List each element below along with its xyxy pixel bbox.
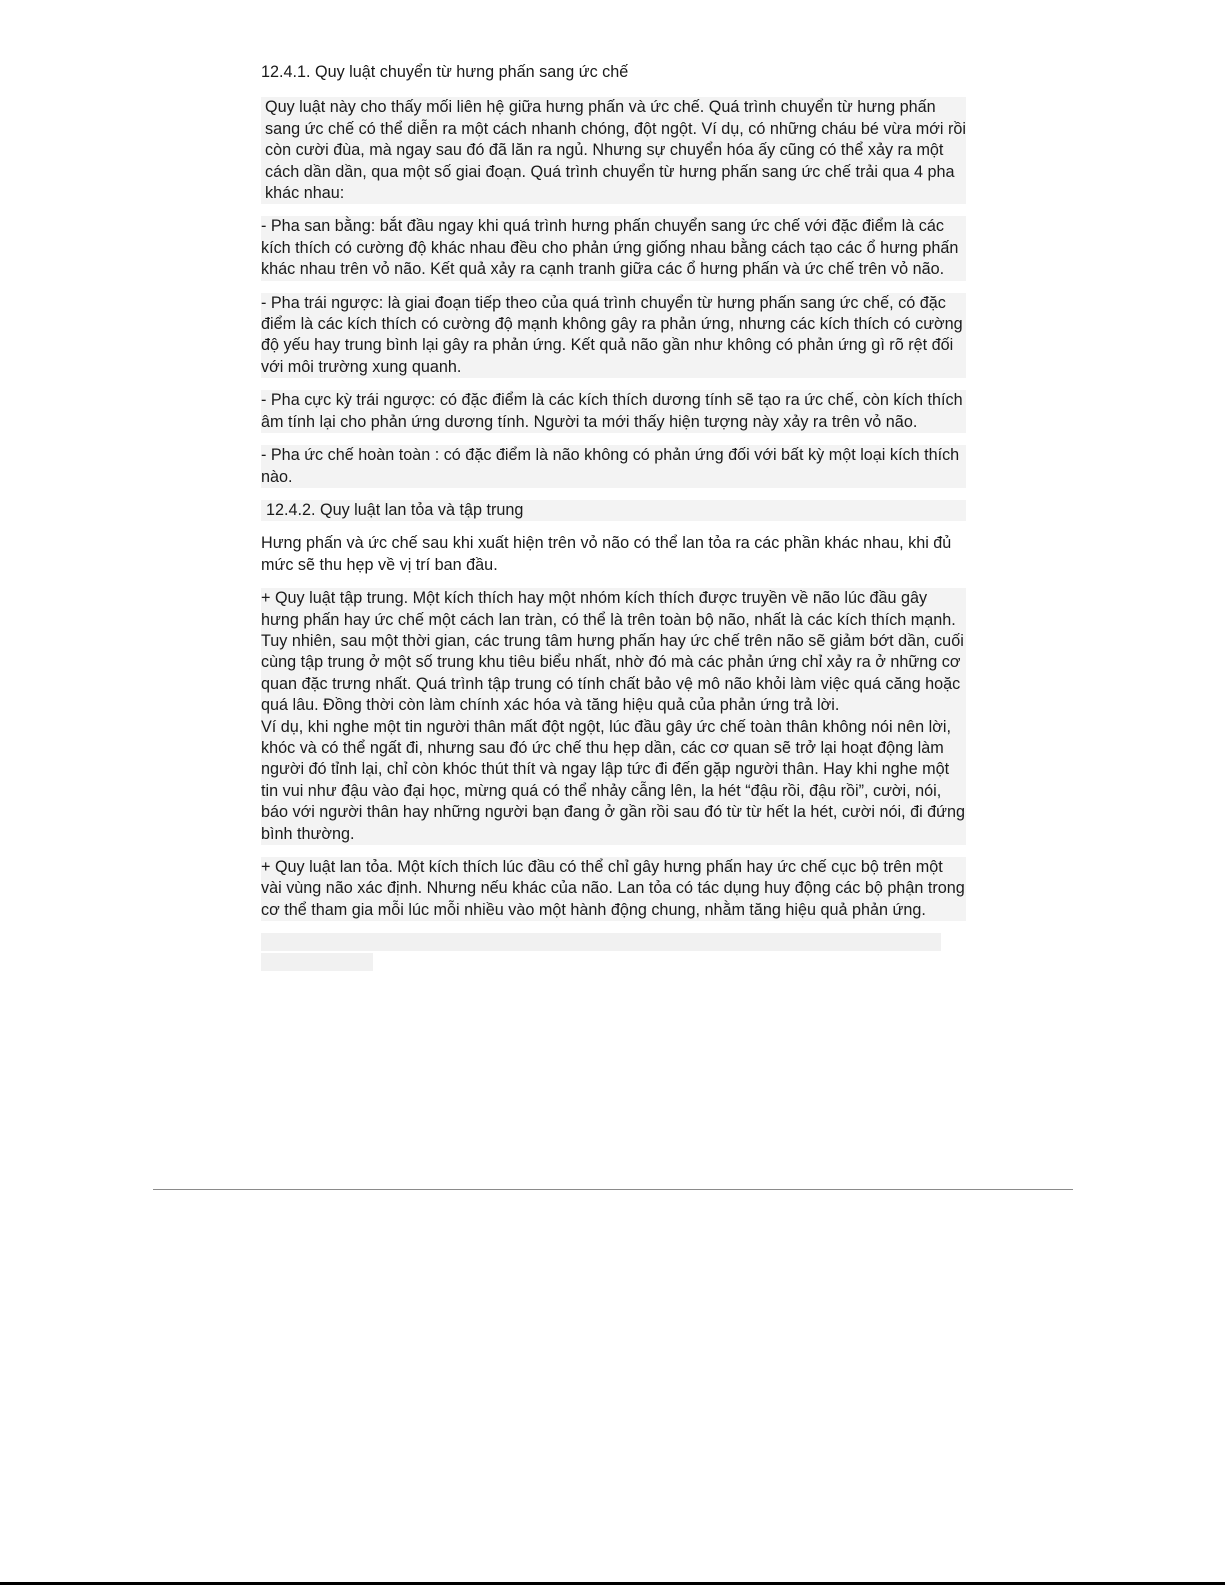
document-body — [261, 60, 966, 971]
paragraph-quy-luat-lan-toa: + Quy luật lan tỏa. Một kích thích lúc đầu có thể chỉ gây hưng phấn hay ức chế cục bộ trên một vài vùng não xác định. Nhưng nếu khác của não. Lan tỏa có tác dụng huy động các bộ phận trong cơ thể tham gia mỗi lúc mỗi nhiều vào một hành động chung, nhằm tăng hiệu quả phản ứng. — [261, 857, 966, 921]
paragraph-pha-cuc-ky-trai-nguoc: - Pha cực kỳ trái ngược: có đặc điểm là các kích thích dương tính sẽ tạo ra ức chế, còn kích thích âm tính lại cho phản ứng dương tính. Người ta mới thấy hiện tượng này xảy ra trên vỏ não. — [261, 390, 966, 433]
paragraph-quy-luat-tap-trung: + Quy luật tập trung. Một kích thích hay một nhóm kích thích được truyền về não lúc đầu gây hưng phấn hay ức chế một cách lan tràn, có thể là trên toàn bộ não, nhất là các kích thích mạnh. Tuy nhiên, sau một thời gian, các trung tâm hưng phấn hay ức chế trên não sẽ giảm bớt dần, cuối cùng tập trung ở một số trung khu tiêu biểu nhất, nhờ đó mà các phản ứng chỉ xảy ra ở những cơ quan đặc trưng nhất. Quá trình tập trung có tính chất bảo vệ mô não khỏi làm việc quá căng hoặc quá lâu. Đồng thời còn làm chính xác hóa và tăng hiệu quả của phản ứng trả lời. — [261, 588, 966, 716]
paragraph-pha-trai-nguoc: - Pha trái ngược: là giai đoạn tiếp theo của quá trình chuyển từ hưng phấn sang ức chế, có đặc điểm là các kích thích có cường độ mạnh không gây ra phản ứng, nhưng các kích thích có cường độ yếu hay trung bình lại gây ra phản ứng. Kết quả não gần như không có phản ứng gì rõ rệt đối với môi trường xung quanh. — [261, 293, 966, 379]
page-divider — [153, 1189, 1073, 1190]
shaded-empty-line — [261, 933, 941, 951]
paragraph-lan-toa-intro: Hưng phấn và ức chế sau khi xuất hiện trên vỏ não có thể lan tỏa ra các phần khác nhau, khi đủ mức sẽ thu hẹp về vị trí ban đầu. — [261, 534, 952, 574]
paragraph-intro: Quy luật này cho thấy mối liên hệ giữa hưng phấn và ức chế. Quá trình chuyển từ hưng phấn sang ức chế có thể diễn ra một cách nhanh chóng, đột ngột. Ví dụ, có những cháu bé vừa mới rồi còn cười đùa, mà ngay sau đó đã lăn ra ngủ. Nhưng sự chuyển hóa ấy cũng có thể xảy ra một cách dần dần, qua một số giai đoạn. Quá trình chuyển từ hưng phấn sang ức chế trải qua 4 pha khác nhau: — [261, 97, 966, 204]
paragraph-pha-san-bang: - Pha san bằng: bắt đầu ngay khi quá trình hưng phấn chuyển sang ức chế với đặc điểm là các kích thích có cường độ khác nhau đều cho phản ứng giống nhau bằng cách tạo các ổ hưng phấn khác nhau trên vỏ não. Kết quả xảy ra cạnh tranh giữa các ổ hưng phấn và ức chế trên vỏ não. — [261, 216, 966, 280]
paragraph-pha-uc-che-hoan-toan: - Pha ức chế hoàn toàn : có đặc điểm là não không có phản ứng đối với bất kỳ một loại kích thích nào. — [261, 445, 966, 488]
shaded-empty-line-short — [261, 953, 373, 971]
section-heading-12-4-1: 12.4.1. Quy luật chuyển từ hưng phấn sang ức chế — [261, 63, 629, 81]
paragraph-vi-du: Ví dụ, khi nghe một tin người thân mất đột ngột, lúc đầu gây ức chế toàn thân không nói nên lời, khóc và có thể ngất đi, nhưng sau đó ức chế thu hẹp dần, các cơ quan sẽ trở lại hoạt động làm người đó tỉnh lại, chỉ còn khóc thút thít và ngay lập tức đi đến gặp người thân. Hay khi nghe một tin vui như đậu vào đại học, mừng quá có thể nhảy cẫng lên, la hét “đậu rồi, đậu rồi”, cười, nói, báo với người thân hay những người bạn đang ở gần rồi sau đó từ từ hết la hét, cười nói, đi đứng bình thường. — [261, 717, 966, 845]
section-heading-12-4-2: 12.4.2. Quy luật lan tỏa và tập trung — [261, 500, 966, 521]
